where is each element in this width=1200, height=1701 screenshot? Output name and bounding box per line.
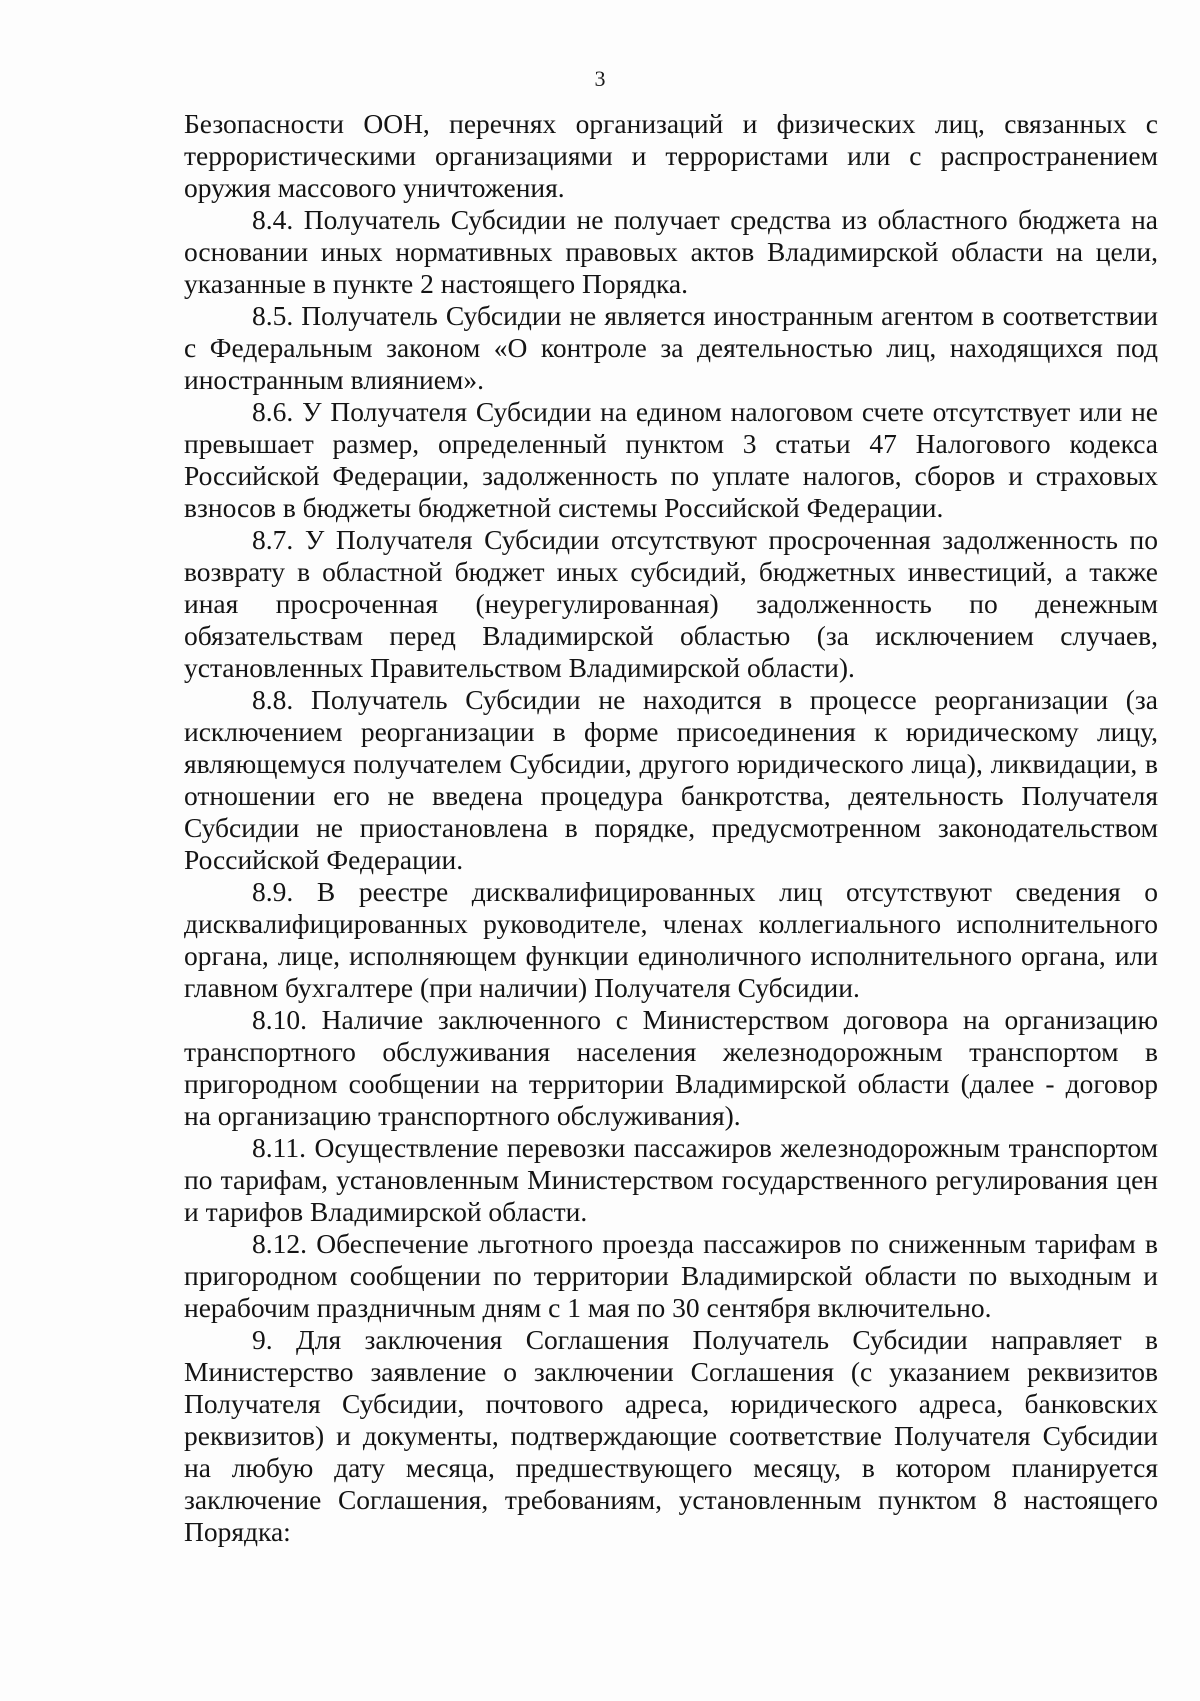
paragraph-8-12: 8.12. Обеспечение льготного проезда пассажиров по сниженным тарифам в пригородном сообщении по территории Владимирской области по выходным и нерабочим праздничным дням с 1 мая по 30 сентября включительно. — [184, 1228, 1158, 1323]
paragraph-8-8: 8.8. Получатель Субсидии не находится в процессе реорганизации (за исключением реорганизации в форме присоединения к юридическому лицу, являющемуся получателем Субсидии, другого юридического лица), ликвидации, в отношении его не введена процедура банкротства, деятельность Получателя Субсидии не приостановлена в порядке, предусмотренном законодательством Российской Федерации. — [184, 684, 1158, 875]
paragraph-8-4: 8.4. Получатель Субсидии не получает средства из областного бюджета на основании иных нормативных правовых актов Владимирской области на цели, указанные в пункте 2 настоящего Порядка. — [184, 204, 1158, 299]
paragraph-8-11: 8.11. Осуществление перевозки пассажиров железнодорожным транспортом по тарифам, установленным Министерством государственного регулирования цен и тарифов Владимирской области. — [184, 1132, 1158, 1227]
paragraph-8-9: 8.9. В реестре дисквалифицированных лиц отсутствуют сведения о дисквалифицированных руководителе, членах коллегиального исполнительного органа, лице, исполняющем функции единоличного исполнительного органа, или главном бухгалтере (при наличии) Получателя Субсидии. — [184, 876, 1158, 1003]
paragraph-continuation: Безопасности ООН, перечнях организаций и физических лиц, связанных с террористическими организациями и террористами или с распространением оружия массового уничтожения. — [184, 108, 1158, 203]
document-body — [184, 108, 1158, 1548]
page-number: 3 — [594, 66, 606, 91]
paragraph-9: 9. Для заключения Соглашения Получатель Субсидии направляет в Министерство заявление о заключении Соглашения (с указанием реквизитов Получателя Субсидии, почтового адреса, юридического адреса, банковских реквизитов) и документы, подтверждающие соответствие Получателя Субсидии на любую дату месяца, предшествующего месяцу, в котором планируется заключение Соглашения, требованиям, установленным пунктом 8 настоящего Порядка: — [184, 1324, 1158, 1547]
paragraph-8-5: 8.5. Получатель Субсидии не является иностранным агентом в соответствии с Федеральным законом «О контроле за деятельностью лиц, находящихся под иностранным влиянием». — [184, 300, 1158, 395]
paragraph-8-6: 8.6. У Получателя Субсидии на едином налоговом счете отсутствует или не превышает размер, определенный пунктом 3 статьи 47 Налогового кодекса Российской Федерации, задолженность по уплате налогов, сборов и страховых взносов в бюджеты бюджетной системы Российской Федерации. — [184, 396, 1158, 523]
paragraph-8-10: 8.10. Наличие заключенного с Министерством договора на организацию транспортного обслуживания населения железнодорожным транспортом в пригородном сообщении на территории Владимирской области (далее - договор на организацию транспортного обслуживания). — [184, 1004, 1158, 1131]
paragraph-8-7: 8.7. У Получателя Субсидии отсутствуют просроченная задолженность по возврату в областной бюджет иных субсидий, бюджетных инвестиций, а также иная просроченная (неурегулированная) задолженность по денежным обязательствам перед Владимирской областью (за исключением случаев, установленных Правительством Владимирской области). — [184, 524, 1158, 683]
